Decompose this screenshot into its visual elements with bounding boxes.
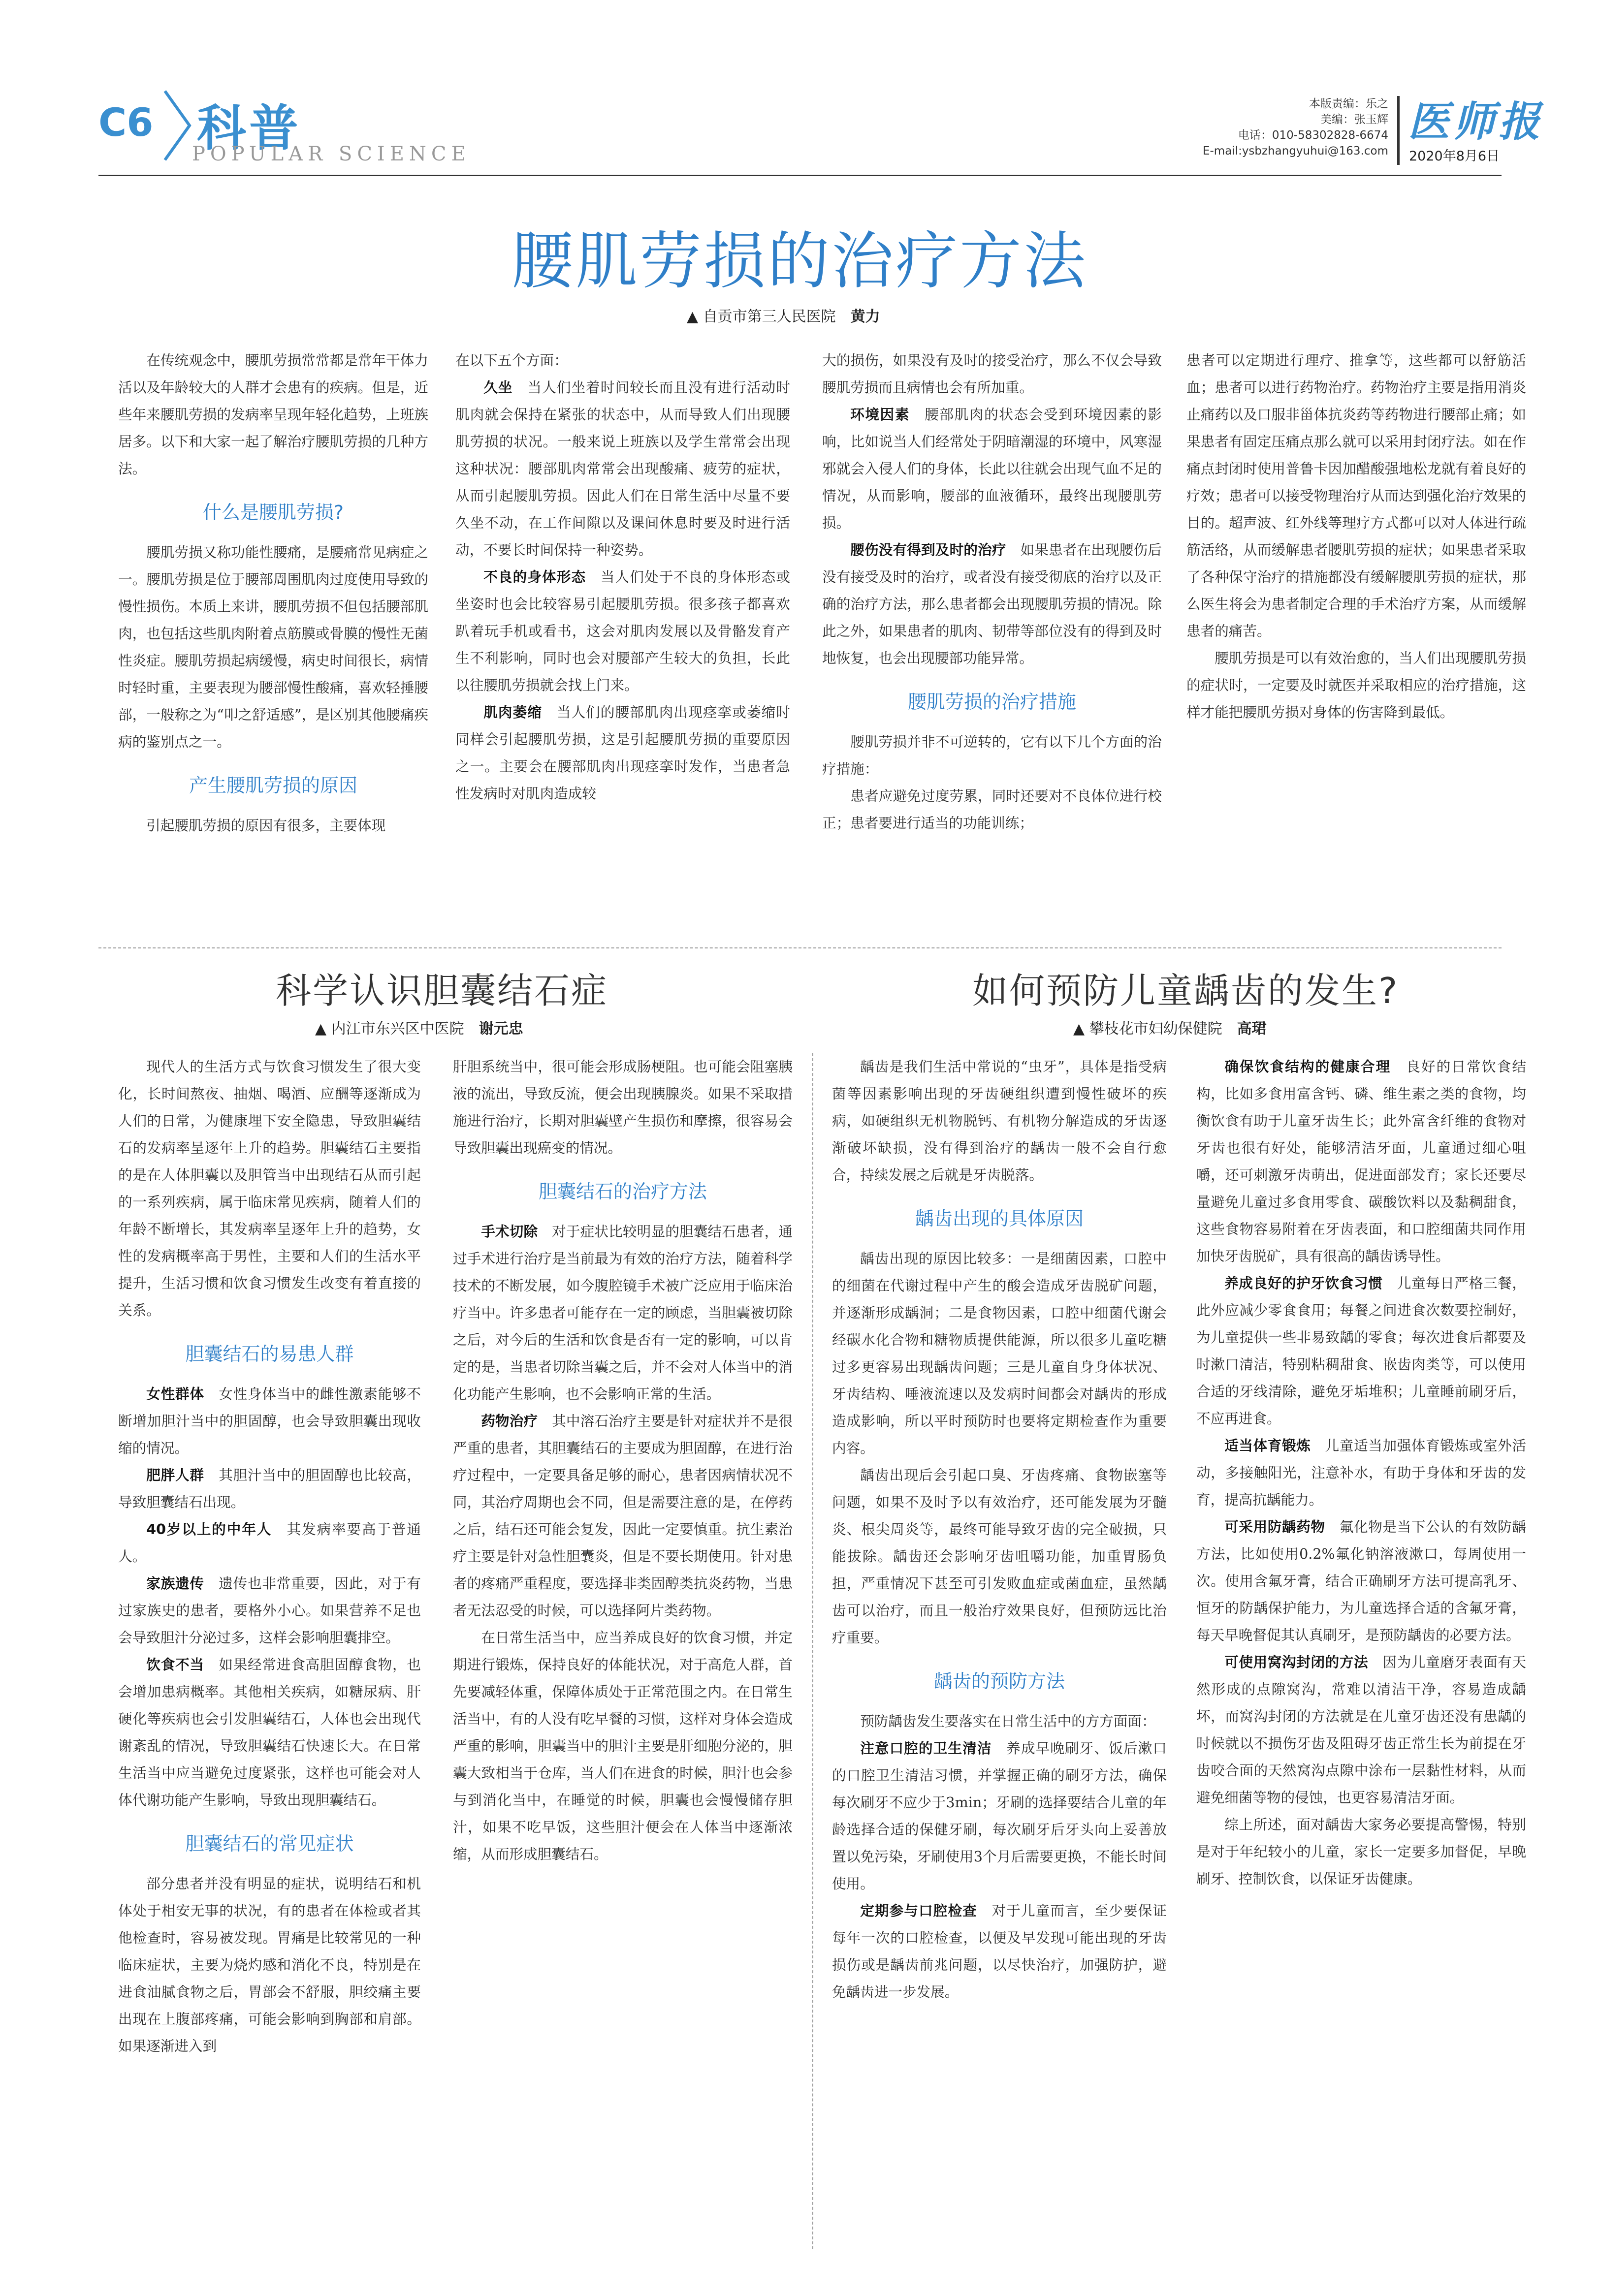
email-line: E-mail:ysbzhangyuhui@163.com xyxy=(1202,145,1388,157)
phone-line: 电话：010-58302828-6674 xyxy=(1238,129,1388,142)
editor-info xyxy=(1162,96,1388,159)
paragraph: 腰肌劳损是可以有效治愈的，当人们出现腰肌劳损的症状时，一定要及时就医并采取相应的治疗措施，这样才能把腰肌劳损对身体的伤害降到最低。 xyxy=(1186,650,1526,721)
paragraph: 龋齿出现的原因比较多：一是细菌因素，口腔中的细菌在代谢过程中产生的酸会造成牙齿脱矿问题，并逐渐形成龋洞；二是食物因素，口腔中细菌代谢会经碳水化合物和糖物质提供能源，所以很多儿童吃糖过多更容易出现龋齿问题；三是儿童自身身体状况、牙齿结构、唾液流速以及发病时间都会对龋齿的形成造成影响，所以平时预防时也要将定期检查作为重要内容。 xyxy=(832,1250,1167,1456)
paragraph-text: 良好的日常饮食结构，比如多食用富含钙、磷、维生素之类的食物，均衡饮食有助于儿童牙齿生长；此外富含纤维的食物对牙齿也很有好处，能够清洁牙面，儿童通过细心咀嚼，还可刺激牙齿萌出，促进面部发育；家长还要尽量避免儿童过多食用零食、碳酸饮料以及黏稠甜食，这些食物容易附着在牙齿表面，和口腔细菌共同作用加快牙齿脱矿，具有很高的龋齿诱导性。 xyxy=(1196,1058,1526,1264)
byline-author: 黄力 xyxy=(850,308,880,325)
paragraph xyxy=(455,699,790,807)
paragraph: 在以下五个方面： xyxy=(455,352,568,369)
article1-column-1 xyxy=(118,347,428,839)
subheading: 龋齿出现的具体原因 xyxy=(915,1208,1084,1229)
paragraph xyxy=(1196,1513,1526,1649)
article1-column-3 xyxy=(822,347,1162,837)
section-subtitle: POPULAR SCIENCE xyxy=(192,143,471,165)
article-byline xyxy=(1073,1016,1267,1038)
paragraph xyxy=(118,1651,421,1814)
paragraph-text: 其发病率要高于普通人。 xyxy=(118,1521,421,1565)
keyword: 40岁以上的中年人 xyxy=(146,1521,272,1538)
paragraph-text: 其胆汁当中的胆固醇也比较高，导致胆囊结石出现。 xyxy=(118,1467,421,1510)
paragraph xyxy=(118,1516,421,1570)
paragraph xyxy=(1196,1270,1526,1432)
keyword: 可采用防龋药物 xyxy=(1224,1518,1325,1535)
article-title: 如何预防儿童龋齿的发生? xyxy=(972,970,1399,1011)
paragraph: 患者应避免过度劳累，同时还要对不良体位进行校正；患者要进行适当的功能训练； xyxy=(822,787,1162,831)
issue-date: 2020年8月6日 xyxy=(1409,149,1500,164)
paragraph-text: 对于症状比较明显的胆囊结石患者，通过手术进行治疗是当前最为有效的治疗方法，随着科学技术的不断发展，如今腹腔镜手术被广泛应用于临床治疗当中。许多患者可能存在一定的顾虑，当胆囊被切除之后，对今后的生活和饮食是否有一定的影响，可以肯定的是，当患者切除当囊之后，并不会对人体当中的消化功能产生影响，也不会影响正常的生活。 xyxy=(453,1223,793,1402)
keyword: 适当体育锻炼 xyxy=(1224,1437,1311,1454)
paragraph-text: 如果经常进食高胆固醇食物，也会增加患病概率。其他相关疾病，如糖尿病、肝硬化等疾病也会引发胆囊结石，人体也会出现代谢紊乱的情况，导致胆囊结石快速长大。在日常生活当中应当避免过度紧张，这样也可能会对人体代谢功能产生影响，导致出现胆囊结石。 xyxy=(118,1656,421,1808)
paragraph: 综上所述，面对龋齿大家务必要提高警惕，特别是对于年纪较小的儿童，家长一定要多加督促，早晚刷牙、控制饮食，以保证牙齿健康。 xyxy=(1196,1816,1526,1887)
paragraph: 在日常生活当中，应当养成良好的饮食习惯，并定期进行锻炼，保持良好的体能状况，对于高危人群，首先要减轻体重，保障体质处于正常范围之内。在日常生活当中，有的人没有吃早餐的习惯，这样对身体会造成严重的影响，胆囊当中的胆汁主要是肝细胞分泌的，胆囊大致相当于仓库，当人们在进食的时候，胆汁也会参与到消化当中，在睡觉的时候，胆囊也会慢慢储存胆汁，如果不吃早饭，这些胆汁便会在人体当中逐渐浓缩，从而形成胆囊结石。 xyxy=(453,1629,793,1862)
chevron-right-icon xyxy=(162,89,192,162)
paragraph-text: 儿童每日严格三餐，此外应减少零食食用；每餐之间进食次数要控制好，为儿童提供一些非易致龋的零食；每次进食后都要及时漱口清洁，特别粘稠甜食、嵌齿肉类等，可以使用合适的牙线清除，避免牙垢堆积；儿童睡前刷牙后，不应再进食。 xyxy=(1196,1275,1526,1427)
article2-column-1 xyxy=(118,1053,421,2060)
keyword: 腰伤没有得到及时的治疗 xyxy=(850,541,1006,558)
paragraph-text: 当人们处于不良的身体形态或坐姿时也会比较容易引起腰肌劳损。很多孩子都喜欢趴着玩手机或看书，这会对肌肉发展以及骨骼发育产生不利影响，同时也会对腰部产生较大的负担，长此以往腰肌劳损就会找上门来。 xyxy=(455,568,790,693)
keyword: 可使用窝沟封闭的方法 xyxy=(1224,1654,1369,1670)
article-title: 腰肌劳损的治疗方法 xyxy=(512,225,1087,297)
paragraph-text: 如果患者在出现腰伤后没有接受及时的治疗，或者没有接受彻底的治疗以及正确的治疗方法，那么患者都会出现腰肌劳损的情况。除此之外，如果患者的肌肉、韧带等部位没有的得到及时地恢复，也会出现腰部功能异常。 xyxy=(822,541,1162,666)
paragraph xyxy=(453,1218,793,1408)
paragraph: 腰肌劳损又称功能性腰痛，是腰痛常见病症之一。腰肌劳损是位于腰部周围肌肉过度使用导致的慢性损伤。本质上来讲，腰肌劳损不但包括腰部肌肉，也包括这些肌肉附着点筋膜或骨膜的慢性无菌性炎症。腰肌劳损起病缓慢，病史时间很长，病情时轻时重，主要表现为腰部慢性酸痛，喜欢轻捶腰部，一般称之为“叩之舒适感”，是区别其他腰痛疾病的鉴别点之一。 xyxy=(118,544,428,750)
subheading: 腰肌劳损的治疗措施 xyxy=(907,691,1076,713)
header-divider xyxy=(1397,96,1400,165)
paragraph-text: 当人们的腰部肌肉出现痉挛或萎缩时同样会引起腰肌劳损，这是引起腰肌劳损的重要原因之一。主要会在腰部肌肉出现痉挛时发作，当患者急性发病时对肌肉造成较 xyxy=(455,704,790,802)
keyword: 药物治疗 xyxy=(481,1413,538,1429)
article2-column-2 xyxy=(453,1053,793,1868)
article3-column-2 xyxy=(1196,1053,1526,1892)
article3-column-1 xyxy=(832,1053,1167,2006)
byline-author: 高珺 xyxy=(1237,1020,1267,1038)
subheading: 胆囊结石的常见症状 xyxy=(185,1833,354,1855)
subheading: 胆囊结石的易患人群 xyxy=(185,1343,354,1365)
paragraph: 龋齿出现后会引起口臭、牙齿疼痛、食物嵌塞等问题，如果不及时予以有效治疗，还可能发展为牙髓炎、根尖周炎等，最终可能导致牙齿的完全破损，只能拔除。龋齿还会影响牙齿咀嚼功能，加重胃肠负担，严重情况下甚至可引发败血症或菌血症，虽然龋齿可以治疗，而且一般治疗效果良好，但预防远比治疗重要。 xyxy=(832,1467,1167,1646)
art-line: 美编：张玉辉 xyxy=(1320,113,1388,126)
subheading: 产生腰肌劳损的原因 xyxy=(189,775,357,796)
paper-logo: 医师报 xyxy=(1408,97,1544,146)
paragraph-text: 氟化物是当下公认的有效防龋方法，比如使用0.2%氟化钠溶液漱口，每周使用一次。使用含氟牙膏，结合正确刷牙方法可提高乳牙、恒牙的防龋保护能力，为儿童选择合适的含氟牙膏，每天早晚督促其认真刷牙，是预防龋齿的必要方法。 xyxy=(1196,1518,1526,1643)
paragraph xyxy=(1196,1432,1526,1513)
subheading: 龋齿的预防方法 xyxy=(933,1670,1065,1692)
paragraph: 预防龋齿发生要落实在日常生活中的方方面面： xyxy=(860,1713,1156,1730)
paragraph xyxy=(1196,1053,1526,1270)
paragraph-text: 对于儿童而言，至少要保证每年一次的口腔检查，以便及早发现可能出现的牙齿损伤或是龋齿前兆问题，以尽快治疗，加强防护，避免龋齿进一步发展。 xyxy=(832,1902,1167,2000)
paragraph: 引起腰肌劳损的原因有很多，主要体现 xyxy=(146,817,386,834)
article1-column-2 xyxy=(455,347,790,807)
paragraph: 患者可以定期进行理疗、推拿等，这些都可以舒筋活血；患者可以进行药物治疗。药物治疗主要是指用消炎止痛药以及口服非甾体抗炎药等药物进行腰部止痛；如果患者有固定压痛点那么就可以采用封闭疗法。如在作痛点封闭时使用普鲁卡因加醋酸强地松龙就有着良好的疗效；患者可以接受物理治疗从而达到强化治疗效果的目的。超声波、红外线等理疗方式都可以对人体进行疏筋活络，从而缓解患者腰肌劳损的症状；如果患者采取了各种保守治疗的措施都没有缓解腰肌劳损的症状，那么医生将会为患者制定合理的手术治疗方案，从而缓解患者的痛苦。 xyxy=(1186,352,1526,639)
paragraph-text: 女性身体当中的雌性激素能够不断增加胆汁当中的胆固醇，也会导致胆囊出现收缩的情况。 xyxy=(118,1385,421,1456)
article-byline xyxy=(315,1016,523,1038)
keyword: 定期参与口腔检查 xyxy=(860,1902,977,1919)
paragraph xyxy=(453,1408,793,1624)
paragraph: 肝胆系统当中，很可能会形成肠梗阻。也可能会阻塞胰液的流出，导致反流，便会出现胰腺炎。如果不采取措施进行治疗，长期对胆囊壁产生损伤和摩擦，很容易会导致胆囊出现癌变的情况。 xyxy=(453,1058,793,1156)
keyword: 确保饮食结构的健康合理 xyxy=(1224,1058,1391,1075)
keyword: 肌肉萎缩 xyxy=(483,704,543,721)
keyword: 养成良好的护牙饮食习惯 xyxy=(1224,1275,1383,1291)
page-number: C6 xyxy=(98,101,154,145)
paragraph xyxy=(832,1735,1167,1897)
article-title: 科学认识胆囊结石症 xyxy=(276,970,608,1011)
keyword: 饮食不当 xyxy=(146,1656,204,1673)
paragraph xyxy=(822,401,1162,536)
paragraph xyxy=(118,1570,421,1651)
keyword: 手术切除 xyxy=(481,1223,538,1240)
byline-org: ▲ 自贡市第三人民医院 xyxy=(687,308,836,325)
byline-org: ▲ 内江市东兴区中医院 xyxy=(315,1020,464,1038)
keyword: 久坐 xyxy=(483,379,513,396)
byline-org: ▲ 攀枝花市妇幼保健院 xyxy=(1073,1020,1222,1038)
paragraph: 现代人的生活方式与饮食习惯发生了很大变化，长时间熬夜、抽烟、喝酒、应酬等逐渐成为人们的日常，为健康埋下安全隐患，导致胆囊结石的发病率呈逐年上升的趋势。胆囊结石主要指的是在人体胆囊以及胆管当中出现结石从而引起的一系列疾病，属于临床常见疾病，随着人们的年龄不断增长，其发病率呈逐年上升的趋势，女性的发病概率高于男性，主要和人们的生活水平提升，生活习惯和饮食习惯发生改变有着直接的关系。 xyxy=(118,1058,421,1319)
subheading: 什么是腰肌劳损? xyxy=(202,502,344,523)
paragraph: 腰肌劳损并非不可逆转的，它有以下几个方面的治疗措施： xyxy=(822,733,1162,777)
paragraph xyxy=(832,1897,1167,2006)
editor-line: 本版责编：乐之 xyxy=(1309,97,1388,110)
keyword: 不良的身体形态 xyxy=(483,568,586,585)
paragraph: 大的损伤，如果没有及时的接受治疗，那么不仅会导致腰肌劳损而且病情也会有所加重。 xyxy=(822,352,1162,396)
paragraph: 龋齿是我们生活中常说的“虫牙”，具体是指受病菌等因素影响出现的牙齿硬组织遭到慢性破坏的疾病，如硬组织无机物脱钙、有机物分解造成的牙齿逐渐破坏缺损，没有得到治疗的龋齿一般不会自行愈合，持续发展之后就是牙齿脱落。 xyxy=(832,1058,1167,1183)
paragraph-text: 养成早晚刷牙、饭后漱口的口腔卫生清洁习惯，并掌握正确的刷牙方法，确保每次刷牙不应少于3min；牙刷的选择要结合儿童的年龄选择合适的保健牙刷，每次刷牙后牙头向上妥善放置以免污染，牙刷使用3个月后需要更换，不能长时间使用。 xyxy=(832,1740,1167,1892)
paragraph-text: 当人们坐着时间较长而且没有进行活动时肌肉就会保持在紧张的状态中，从而导致人们出现腰肌劳损的状况。一般来说上班族以及学生常常会出现这种状况：腰部肌肉常常会出现酸痛、疲劳的症状，从而引起腰肌劳损。因此人们在日常生活中尽量不要久坐不动，在工作间隙以及课间休息时要及时进行活动，不要长时间保持一种姿势。 xyxy=(455,379,790,558)
paragraph xyxy=(455,374,790,564)
keyword: 女性群体 xyxy=(146,1385,204,1402)
byline-author: 谢元忠 xyxy=(479,1020,523,1038)
column-divider xyxy=(812,1053,813,2249)
paragraph-text: 遗传也非常重要，因此，对于有过家族史的患者，要格外小心。如果营养不足也会导致胆汁分泌过多，这样会影响胆囊排空。 xyxy=(118,1575,421,1646)
paragraph-text: 其中溶石治疗主要是针对症状并不是很严重的患者，其胆囊结石的主要成为胆固醇，在进行治疗过程中，一定要具备足够的耐心，患者因病情状况不同，其治疗周期也会不同，但是需要注意的是，在停药之后，结石还可能会复发，因此一定要慎重。抗生素治疗主要是针对急性胆囊炎，但是不要长期使用。针对患者的疼痛严重程度，要选择非类固醇类抗炎药物，当患者无法忍受的时候，可以选择阿片类药物。 xyxy=(453,1413,793,1619)
keyword: 注意口腔的卫生清洁 xyxy=(860,1740,992,1757)
keyword: 环境因素 xyxy=(850,406,910,423)
paragraph: 部分患者并没有明显的症状，说明结石和机体处于相安无事的状况，有的患者在体检或者其他检查时，容易被发现。胃痛是比较常见的一种临床症状，主要为烧灼感和消化不良，特别是在进食油腻食物之后，胃部会不舒服，胆绞痛主要出现在上腹部疼痛，可能会影响到胸部和肩部。如果逐渐进入到 xyxy=(118,1875,421,2054)
subheading: 胆囊结石的治疗方法 xyxy=(538,1181,707,1202)
header-rule xyxy=(98,175,1502,176)
paragraph xyxy=(118,1462,421,1516)
paragraph-text: 腰部肌肉的状态会受到环境因素的影响，比如说当人们经常处于阴暗潮湿的环境中，风寒湿邪就会入侵人们的身体，长此以往就会出现气血不足的情况，从而影响，腰部的血液循环，最终出现腰肌劳损。 xyxy=(822,406,1162,531)
keyword: 家族遗传 xyxy=(146,1575,204,1592)
paragraph-text: 因为儿童磨牙表面有天然形成的点隙窝沟，常难以清洁干净，容易造成龋坏，而窝沟封闭的方法就是在儿童牙齿还没有患龋的时候就以不损伤牙齿及阻碍牙齿正常生长为前提在牙齿咬合面的天然窝沟点隙中涂布一层黏性材料，从而避免细菌等物的侵蚀，也更容易清洁牙面。 xyxy=(1196,1654,1526,1806)
article1-column-4 xyxy=(1186,347,1526,726)
article-byline xyxy=(687,304,880,326)
section-title: 科普 xyxy=(197,99,301,157)
paragraph xyxy=(1196,1649,1526,1811)
paragraph-text: 儿童适当加强体育锻炼或室外活动，多接触阳光，注意补水，有助于身体和牙齿的发育，提高抗龋能力。 xyxy=(1196,1437,1526,1508)
paragraph xyxy=(455,564,790,699)
paragraph xyxy=(118,1381,421,1462)
section-divider xyxy=(98,947,1502,948)
paragraph xyxy=(822,536,1162,672)
paragraph: 在传统观念中，腰肌劳损常常都是常年干体力活以及年龄较大的人群才会患有的疾病。但是，近些年来腰肌劳损的发病率呈现年轻化趋势，上班族居多。以下和大家一起了解治疗腰肌劳损的几种方法。 xyxy=(118,352,428,477)
keyword: 肥胖人群 xyxy=(146,1467,204,1483)
